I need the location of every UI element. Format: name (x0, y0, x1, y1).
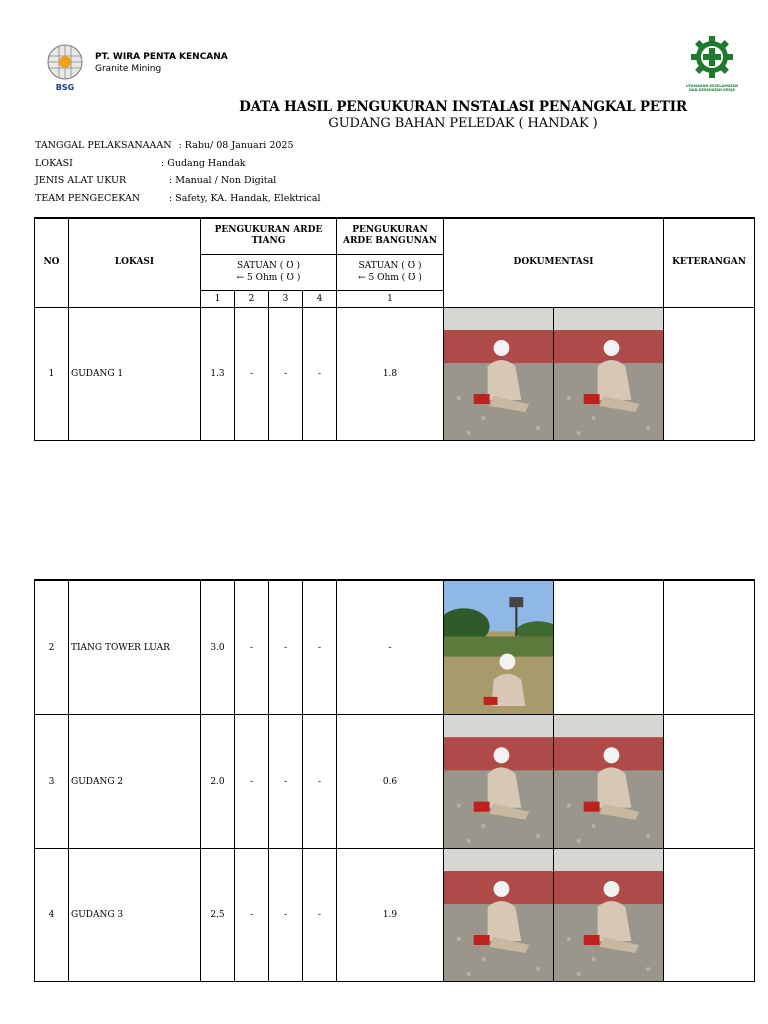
company-name: PT. WIRA PENTA KENCANA (95, 52, 228, 62)
documentation-empty (554, 580, 664, 715)
unit-bangunan (337, 254, 444, 290)
documentation-photo-2 (554, 715, 664, 849)
row-bangunan: 1.9 (337, 849, 444, 982)
document-title: DATA HASIL PENGUKURAN INSTALASI PENANGKAL PETIR (239, 99, 687, 115)
header-arde-bangunan: PENGUKURAN ARDE BANGUNAN (337, 218, 444, 254)
row-t4: - (303, 307, 337, 440)
row-t2: - (235, 307, 269, 440)
table-row (35, 715, 755, 849)
unit-label: SATUAN ( Ʊ ) (358, 261, 422, 271)
tiang-col-2: 2 (235, 290, 269, 307)
row-t4: - (303, 849, 337, 982)
header-no: NO (35, 218, 69, 307)
row-t2: - (235, 849, 269, 982)
company-block (95, 52, 228, 75)
row-bangunan: 0.6 (337, 715, 444, 849)
row-keterangan (664, 307, 755, 440)
info-row-team (35, 193, 321, 204)
row-no: 1 (35, 307, 69, 440)
row-t1: 2.0 (201, 715, 235, 849)
row-lokasi: GUDANG 3 (69, 849, 201, 982)
row-t2: - (235, 580, 269, 715)
svg-text:BSG: BSG (55, 83, 75, 92)
row-no: 3 (35, 715, 69, 849)
documentation-photo-1 (444, 580, 554, 715)
row-t3: - (269, 307, 303, 440)
row-keterangan (664, 580, 755, 715)
tiang-col-4: 4 (303, 290, 337, 307)
table-row (35, 580, 755, 715)
info-value: : Safety, KA. Handak, Elektrical (169, 193, 321, 204)
info-label: TEAM PENGECEKAN (35, 193, 141, 204)
info-row-tool (35, 175, 276, 186)
documentation-photo-1 (444, 715, 554, 849)
header-keterangan: KETERANGAN (664, 218, 755, 307)
info-label: LOKASI (35, 158, 73, 169)
k3-caption-1: UTAMAKAN KESELAMATAN (685, 84, 739, 88)
row-bangunan: 1.8 (337, 307, 444, 440)
info-row-location (35, 158, 246, 169)
documentation-photo-1 (444, 307, 554, 440)
k3-caption-2: DAN KESEHATAN KERJA (689, 88, 735, 92)
row-t1: 3.0 (201, 580, 235, 715)
documentation-photo-2 (554, 307, 664, 440)
row-bangunan: - (337, 580, 444, 715)
row-lokasi: TIANG TOWER LUAR (69, 580, 201, 715)
row-t1: 2.5 (201, 849, 235, 982)
row-lokasi: GUDANG 2 (69, 715, 201, 849)
k3-logo (676, 34, 748, 98)
tiang-col-1: 1 (201, 290, 235, 307)
bangunan-col-1: 1 (337, 290, 444, 307)
unit-tiang (201, 254, 337, 290)
row-no: 4 (35, 849, 69, 982)
info-value: : Rabu/ 08 Januari 2025 (178, 140, 294, 151)
document-subtitle: GUDANG BAHAN PELEDAK ( HANDAK ) (328, 116, 598, 131)
row-t4: - (303, 580, 337, 715)
limit-label: ← 5 Ohm ( Ʊ ) (236, 273, 301, 283)
company-subtitle: Granite Mining (95, 64, 162, 74)
row-t1: 1.3 (201, 307, 235, 440)
row-keterangan (664, 849, 755, 982)
row-keterangan (664, 715, 755, 849)
row-t3: - (269, 849, 303, 982)
row-t4: - (303, 715, 337, 849)
measurement-table-2 (34, 579, 755, 982)
limit-label: ← 5 Ohm ( Ʊ ) (358, 273, 422, 283)
measurement-table-1 (34, 217, 755, 441)
row-t3: - (269, 580, 303, 715)
header-lokasi: LOKASI (69, 218, 201, 307)
info-label: JENIS ALAT UKUR (35, 175, 127, 186)
documentation-photo-1 (444, 849, 554, 982)
header-dokumentasi: DOKUMENTASI (444, 218, 664, 307)
info-value: : Manual / Non Digital (169, 175, 277, 186)
row-t3: - (269, 715, 303, 849)
unit-label: SATUAN ( Ʊ ) (237, 261, 300, 271)
info-row-date (35, 140, 294, 151)
info-value: : Gudang Handak (161, 158, 246, 169)
table-row (35, 849, 755, 982)
table-row (35, 307, 755, 440)
row-t2: - (235, 715, 269, 849)
info-label: TANGGAL PELAKSANAAAN (35, 140, 172, 151)
documentation-photo-2 (554, 849, 664, 982)
tiang-col-3: 3 (269, 290, 303, 307)
row-no: 2 (35, 580, 69, 715)
header-arde-tiang: PENGUKURAN ARDE TIANG (201, 218, 337, 254)
row-lokasi: GUDANG 1 (69, 307, 201, 440)
company-logo (40, 42, 90, 94)
